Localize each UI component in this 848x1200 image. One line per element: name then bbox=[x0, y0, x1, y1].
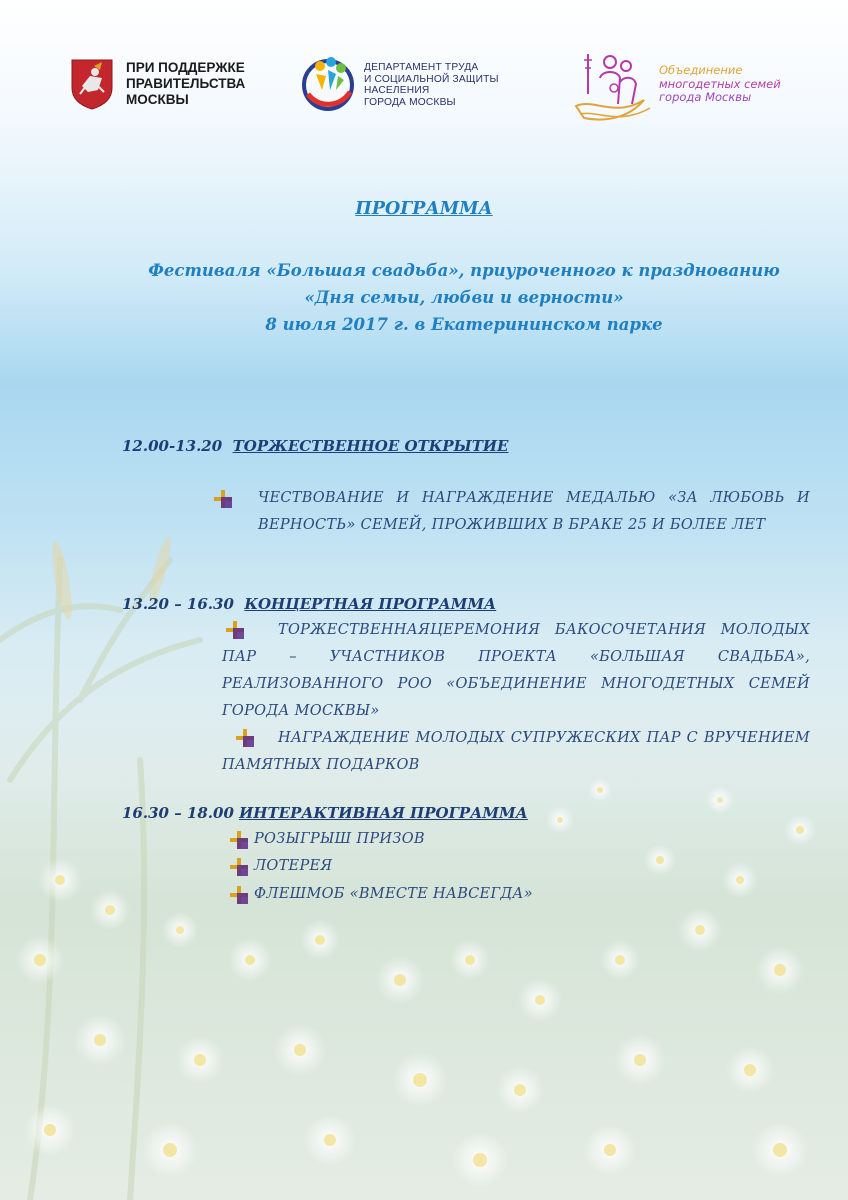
department-logo-line-2: И СОЦИАЛЬНОЙ ЗАЩИТЫ bbox=[364, 73, 499, 85]
bullet-icon bbox=[230, 831, 248, 849]
section-title: КОНЦЕРТНАЯ ПРОГРАММА bbox=[244, 595, 497, 613]
logo-bar bbox=[0, 48, 848, 128]
section-time: 13.20 – 16.30 bbox=[122, 595, 234, 613]
section-time: 16.30 – 18.00 bbox=[122, 804, 234, 822]
subtitle-line-3: 8 июля 2017 г. в Екатерининском парке bbox=[265, 315, 663, 334]
department-emblem-icon bbox=[300, 52, 356, 114]
bullet-icon bbox=[230, 858, 248, 876]
moscow-coat-of-arms-icon bbox=[68, 56, 116, 110]
list-item: ТОРЖЕСТВЕННАЯЦЕРЕМОНИЯ БАКОСОЧЕТАНИЯ МОЛОДЫХ ПАР – УЧАСТНИКОВ ПРОЕКТА «БОЛЬШАЯ СВАДЬБА», РЕАЛИЗОВАННОГО РОО «ОБЪЕДИНЕНИЕ МНОГОДЕТНЫХ СЕМЕЙ ГОРОДА МОСКВЫ» bbox=[222, 622, 810, 719]
list-item: ЧЕСТВОВАНИЕ И НАГРАЖДЕНИЕ МЕДАЛЬЮ «ЗА ЛЮБОВЬ И ВЕРНОСТЬ» СЕМЕЙ, ПРОЖИВШИХ В БРАКЕ 25 И БОЛЕЕ ЛЕТ bbox=[258, 490, 810, 533]
list-item: ФЛЕШМОБ «ВМЕСТЕ НАВСЕГДА» bbox=[254, 886, 533, 902]
section-title: ИНТЕРАКТИВНАЯ ПРОГРАММА bbox=[239, 804, 528, 822]
moscow-logo-line-1: ПРИ ПОДДЕРЖКЕ bbox=[126, 60, 245, 75]
family-emblem-icon bbox=[574, 48, 660, 128]
section-heading-concert bbox=[122, 595, 496, 613]
moscow-government-logo bbox=[68, 56, 268, 114]
department-logo bbox=[300, 52, 540, 116]
list-item: ЛОТЕРЕЯ bbox=[254, 858, 333, 874]
association-logo-line-1: Объединение bbox=[659, 63, 743, 77]
association-logo bbox=[574, 48, 814, 128]
page-subtitle bbox=[60, 257, 848, 338]
page-title: ПРОГРАММА bbox=[355, 199, 493, 219]
department-logo-line-4: ГОРОДА МОСКВЫ bbox=[364, 96, 456, 108]
bullet-icon bbox=[230, 886, 248, 904]
association-logo-line-2: многодетных семей bbox=[659, 76, 781, 91]
department-logo-line-3: НАСЕЛЕНИЯ bbox=[364, 85, 430, 96]
department-logo-line-1: ДЕПАРТАМЕНТ ТРУДА bbox=[364, 62, 479, 73]
list-item: НАГРАЖДЕНИЕ МОЛОДЫХ СУПРУЖЕСКИХ ПАР С ВРУЧЕНИЕМ ПАМЯТНЫХ ПОДАРКОВ bbox=[222, 730, 810, 773]
bullet-icon bbox=[214, 490, 232, 508]
moscow-logo-line-2: ПРАВИТЕЛЬСТВА bbox=[126, 76, 246, 91]
association-logo-line-3: города Москвы bbox=[659, 90, 752, 104]
list-item: РОЗЫГРЫШ ПРИЗОВ bbox=[254, 831, 425, 847]
section-heading-opening bbox=[122, 437, 508, 455]
section-time: 12.00-13.20 bbox=[122, 437, 223, 455]
section-title: ТОРЖЕСТВЕННОЕ ОТКРЫТИЕ bbox=[232, 437, 509, 455]
moscow-logo-line-3: МОСКВЫ bbox=[126, 92, 189, 107]
subtitle-line-1: Фестиваля «Большая свадьба», приуроченного к празднованию bbox=[148, 261, 780, 280]
subtitle-line-2: «Дня семьи, любви и верности» bbox=[304, 288, 624, 307]
section-heading-interactive bbox=[122, 804, 528, 822]
